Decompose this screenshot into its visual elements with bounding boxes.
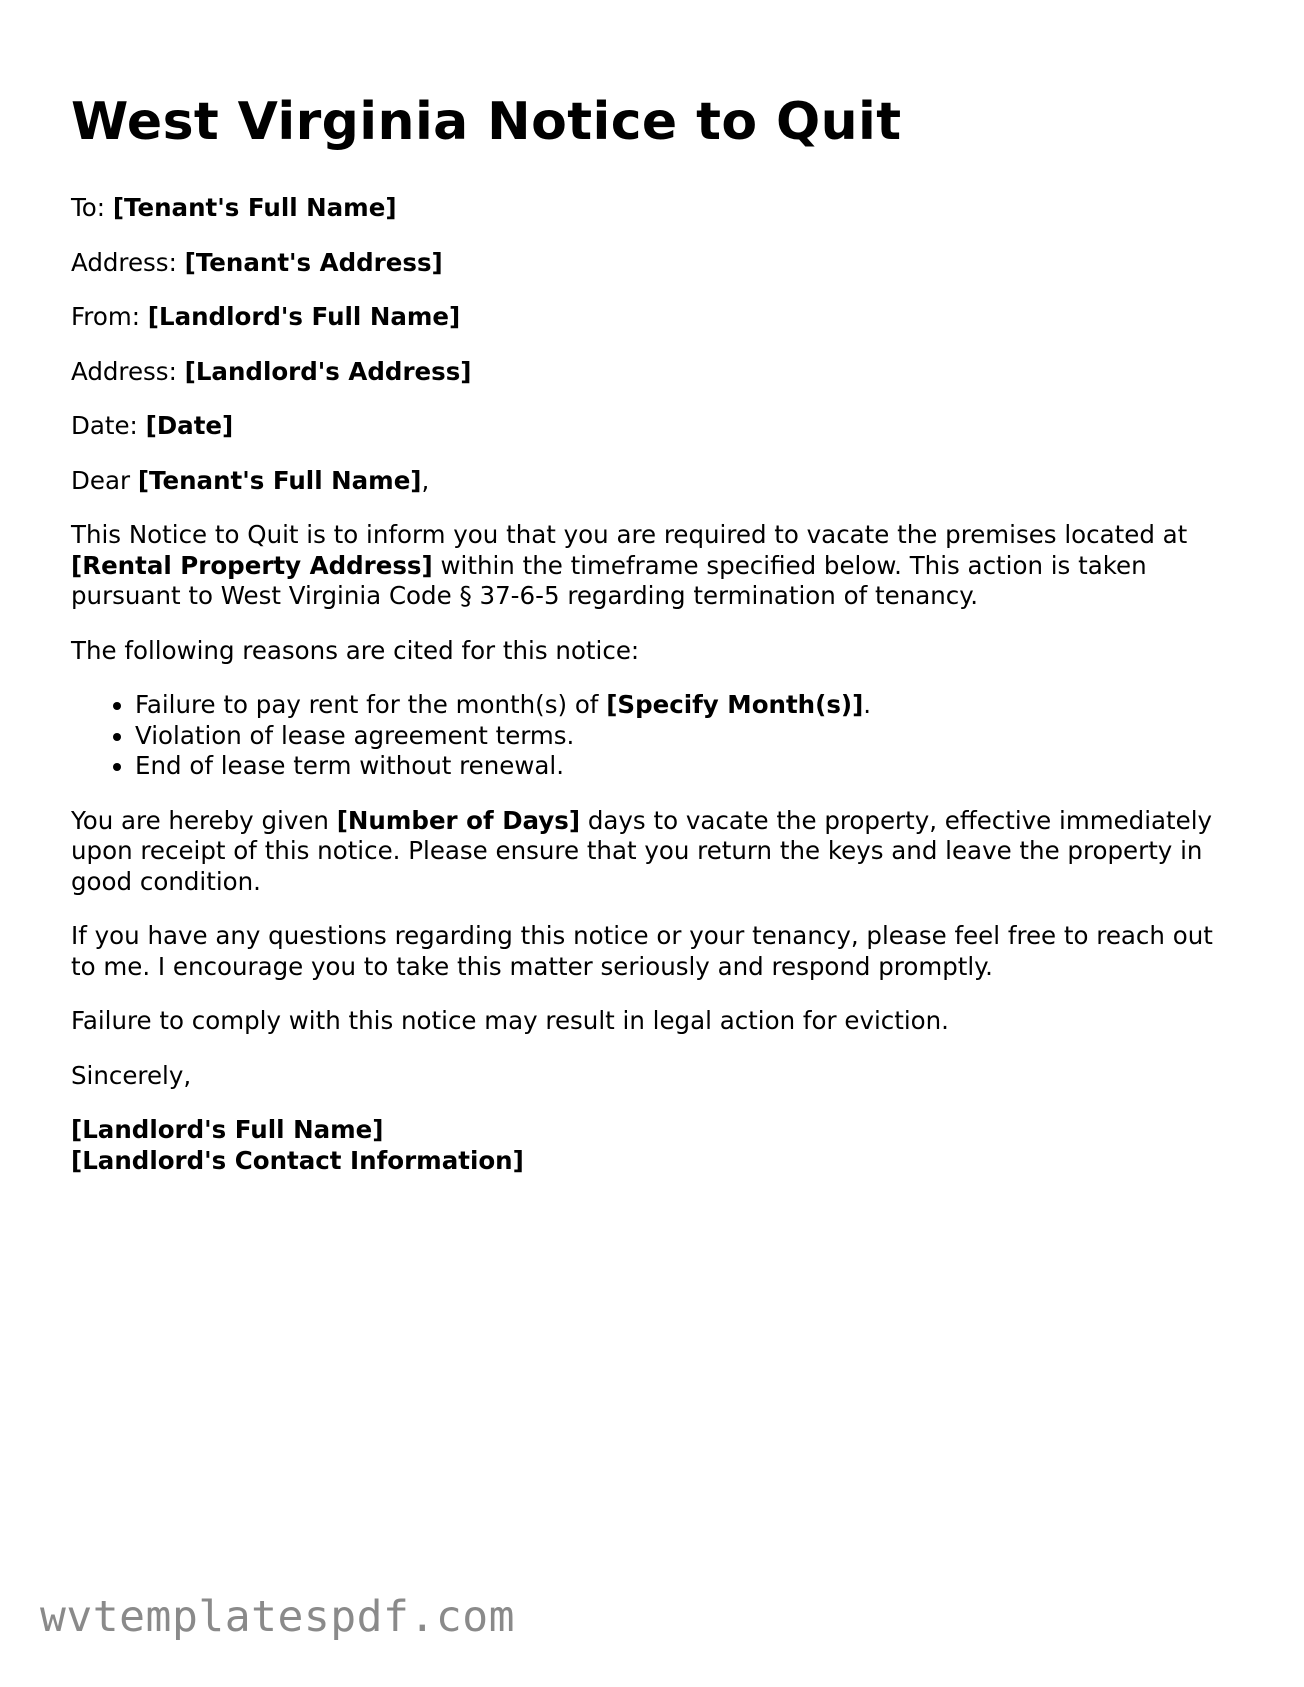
date-placeholder: [Date] — [145, 411, 234, 440]
from-label: From: — [71, 302, 140, 331]
vacate-text: You are hereby given — [71, 805, 329, 835]
sign-off: Sincerely, — [71, 1060, 192, 1090]
from-line — [71, 302, 1231, 333]
reasons-list — [71, 690, 1231, 782]
reason-period: . — [863, 690, 872, 719]
notice-paragraph — [71, 520, 1231, 612]
vacate-paragraph — [71, 806, 1231, 898]
salutation-comma: , — [421, 465, 430, 495]
to-line — [71, 193, 1231, 224]
landlord-address-line — [71, 357, 1231, 388]
document-title: West Virginia Notice to Quit — [71, 92, 902, 152]
landlord-address-placeholder: [Landlord's Address] — [184, 356, 472, 386]
warning-paragraph: Failure to comply with this notice may result in legal action for eviction. — [71, 1006, 949, 1035]
landlord-name-placeholder: [Landlord's Full Name] — [147, 302, 461, 331]
rental-property-placeholder: [Rental Property Address] — [71, 550, 433, 580]
date-label: Date: — [71, 411, 138, 440]
landlord-name-signature: [Landlord's Full Name] — [71, 1115, 384, 1144]
date-line — [71, 411, 1231, 442]
salutation-prefix: Dear — [71, 465, 131, 495]
salutation — [71, 466, 1231, 497]
reason-text: Failure to pay rent for the month(s) of — [135, 690, 599, 719]
signature-block — [71, 1115, 1231, 1176]
reasons-intro: The following reasons are cited for this notice: — [71, 635, 640, 665]
notice-document — [71, 84, 1231, 1200]
list-item: • Violation of lease agreement terms. — [135, 721, 1231, 752]
tenant-name-placeholder: [Tenant's Full Name] — [112, 193, 397, 222]
notice-text: This Notice to Quit is to inform you that you are required to vacate the premises located at — [71, 520, 1188, 549]
tenant-address-line — [71, 248, 1231, 279]
to-label: To: — [71, 193, 106, 222]
tenant-address-placeholder: [Tenant's Address] — [184, 247, 443, 277]
salutation-tenant-name: [Tenant's Full Name] — [137, 465, 422, 495]
address-label: Address: — [71, 356, 177, 386]
vacate-text: days to vacate the property, effective immediately upon receipt of this notice. Please ensure that you return the keys and leave the property in good condition. — [71, 805, 1213, 896]
notice-text: within the timeframe specified below. This action is taken pursuant to West Virginia Code § 37-6-5 regarding termination of tenancy. — [71, 550, 1147, 610]
list-item: • End of lease term without renewal. — [135, 751, 1231, 782]
questions-paragraph: If you have any questions regarding this notice or your tenancy, please feel free to reach out to me. I encourage you to take this matter seriously and respond promptly. — [71, 921, 1213, 981]
landlord-contact-placeholder: [Landlord's Contact Information] — [71, 1145, 524, 1175]
number-of-days-placeholder: [Number of Days] — [336, 805, 581, 835]
site-watermark: wvtemplatespdf.com — [40, 1592, 515, 1642]
months-placeholder: [Specify Month(s)] — [606, 690, 864, 719]
list-item — [135, 690, 1231, 721]
address-label: Address: — [71, 247, 177, 277]
